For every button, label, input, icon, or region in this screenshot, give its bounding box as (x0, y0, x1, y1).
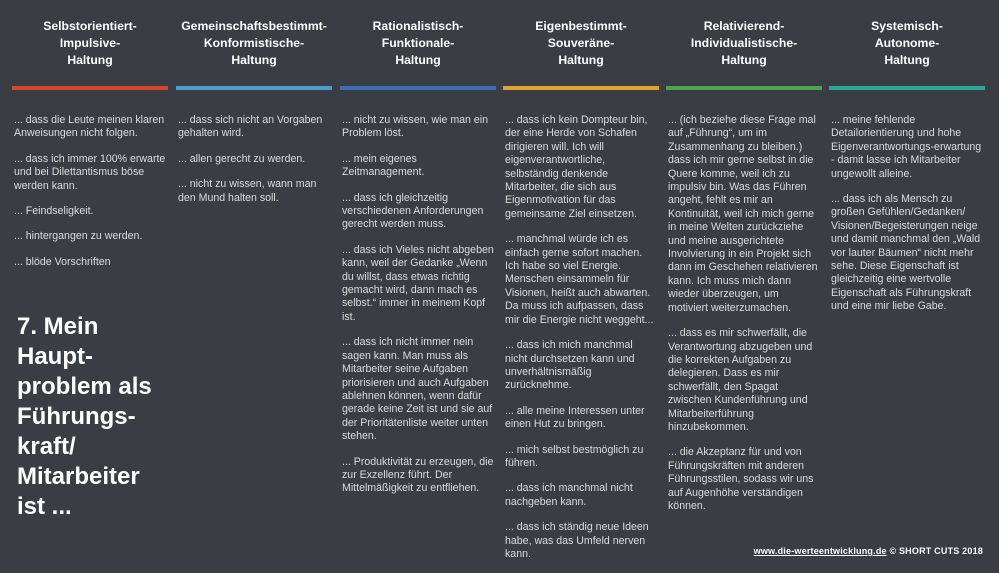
column-heading-text: Selbstorientiert- Impulsive- Haltung (43, 18, 137, 67)
column-item: ... Produktivität zu erzeugen, die zur Exzellenz führt. Der Mittelmäßigkeit zu entfliehen. (342, 455, 494, 495)
column-item: ... dass ich immer 100% erwarte und bei Dilettantismus böse werden kann. (14, 152, 166, 192)
column-heading-text: Systemisch- Autonome- Haltung (871, 18, 943, 67)
column-item: ... dass ich kein Dompteur bin, der eine Herde von Schafen dirigieren will. Ich will eigenverantwortliche, selbständig denkende Mitarbeiter, die sich aus Eigenmotivation für das gemeinsame Ziel einsetzen. (505, 114, 648, 220)
column-item: ... dass ich gleichzeitig verschiedenen Anforderungen gerecht werden muss. (342, 191, 484, 231)
column-item: ... dass ich ständig neue Ideen habe, was das Umfeld nerven kann. (505, 521, 649, 560)
column-body (12, 90, 168, 269)
column-5 (666, 0, 822, 525)
column-item: ... mich selbst bestmöglich zu führen. (505, 443, 644, 469)
column-item: ... dass ich mich manchmal nicht durchsetzen kann und unverhältnismäßig zurücknehme. (505, 339, 635, 392)
column-3 (340, 0, 496, 508)
column-item: ... nicht zu wissen, wann man den Mund halten soll. (178, 178, 317, 204)
column-item: ... Feindseligkeit. (14, 205, 94, 218)
column-item: ... dass die Leute meinen klaren Anweisungen nicht folgen. (14, 114, 165, 140)
column-heading-text: Eigenbestimmt- Souveräne- Haltung (535, 18, 627, 67)
column-heading (176, 0, 332, 86)
column-heading (340, 0, 496, 86)
column-heading (829, 0, 985, 86)
column-item: ... manchmal würde ich es einfach gerne sofort machen. Ich habe so viel Energie. Menschen einsammeln für Visionen, heißt auch abwarten. Da muss ich aufpassen, dass mir die Energie nicht weggeht... (505, 233, 654, 326)
column-item: ... die Akzeptanz für und von Führungskräften mit anderen Führungsstilen, sodass wir uns auf Augenhöhe verständigen können. (668, 446, 814, 512)
column-body (829, 90, 985, 314)
column-heading (503, 0, 659, 86)
column-item: ... hintergangen zu werden. (14, 230, 143, 243)
column-item: ... nicht zu wissen, wie man ein Problem löst. (342, 114, 489, 140)
column-heading-text: Gemeinschaftsbestimmt- Konformistische- Haltung (181, 18, 327, 67)
column-body (340, 90, 496, 496)
column-heading (666, 0, 822, 86)
column-2 (176, 0, 332, 217)
column-item: ... dass sich nicht an Vorgaben gehalten wird. (178, 114, 323, 140)
column-body (666, 90, 822, 513)
column-item: ... dass ich manchmal nicht nachgeben kann. (505, 482, 633, 508)
column-item: ... dass ich Vieles nicht abgeben kann, weil der Gedanke „Wenn du willst, dass etwas richtig gemacht wird, dann mach es selbst.“ immer in meinem Kopf ist. (342, 243, 494, 323)
column-heading-text: Rationalistisch- Funktionale- Haltung (372, 18, 464, 67)
footer-url-link[interactable]: www.die-werteentwicklung.de (753, 546, 887, 556)
column-body (176, 90, 332, 205)
column-1 (12, 0, 168, 281)
column-item: ... dass ich als Mensch zu großen Gefühlen/Gedanken/ Visionen/Begeisterungen neige und damit manchmal den „Wald vor lauter Bäumen“ nicht mehr sehe. Diese Eigenschaft ist gleichzeitig eine wertvolle Eigenschaft als Führungskraft und eine mir liebe Gabe. (831, 193, 981, 313)
footer (754, 546, 983, 556)
column-heading-text: Relativierend- Individualistische- Haltung (690, 18, 798, 67)
footer-copyright: © SHORT CUTS 2018 (889, 546, 983, 556)
column-6 (829, 0, 985, 326)
column-item: ... mein eigenes Zeitmanagement. (342, 152, 425, 179)
main-title (17, 312, 167, 522)
main-title-text: 7. Mein Haupt-problem als Führungs-kraft/ Mitarbeiter ist ... (17, 313, 152, 520)
column-item: ... dass es mir schwerfällt, die Verantwortung abzugeben und die korrekten Aufgaben zu delegieren. Dass es mir schwerfällt, den Spagat zwischen Kundenführung und Mitarbeiterführung hinzubekommen. (668, 327, 813, 433)
column-heading (12, 0, 168, 86)
column-item: ... blöde Vorschriften (14, 255, 111, 268)
column-item: ... dass ich nicht immer nein sagen kann. Man muss als Mitarbeiter seine Aufgaben priorisieren und auch Aufgaben ablehnen können, wenn dafür gerade keine Zeit ist und sie auf der Prioritätenliste weiter unten stehen. (342, 336, 493, 443)
column-item: ... meine fehlende Detailorientierung und hohe Eigenverantwortungs-erwartung - damit lasse ich Mitarbeiter ungewollt alleine. (831, 114, 982, 180)
column-body (503, 90, 659, 561)
column-item: ... allen gerecht zu werden. (178, 152, 306, 165)
column-item: ... alle meine Interessen unter einen Hut zu bringen. (505, 404, 645, 431)
column-item: ... (ich beziehe diese Frage mal auf „Führung“, um im Zusammenhang zu bleiben.) dass ich mir gerne selbst in die Quere komme, weil ich zu impulsiv bin. Was das Führen angeht, fehlt es mir an Kontinuität, weil ich mich gerne in meine Welten zurückziehe und meine ausgerichtete Involvierung in ein Projekt sich dann im Geschehen relativieren kann. Ich muss mich dann wieder überzeugen, um motiviert weiterzumachen. (668, 114, 818, 314)
column-4 (503, 0, 659, 573)
